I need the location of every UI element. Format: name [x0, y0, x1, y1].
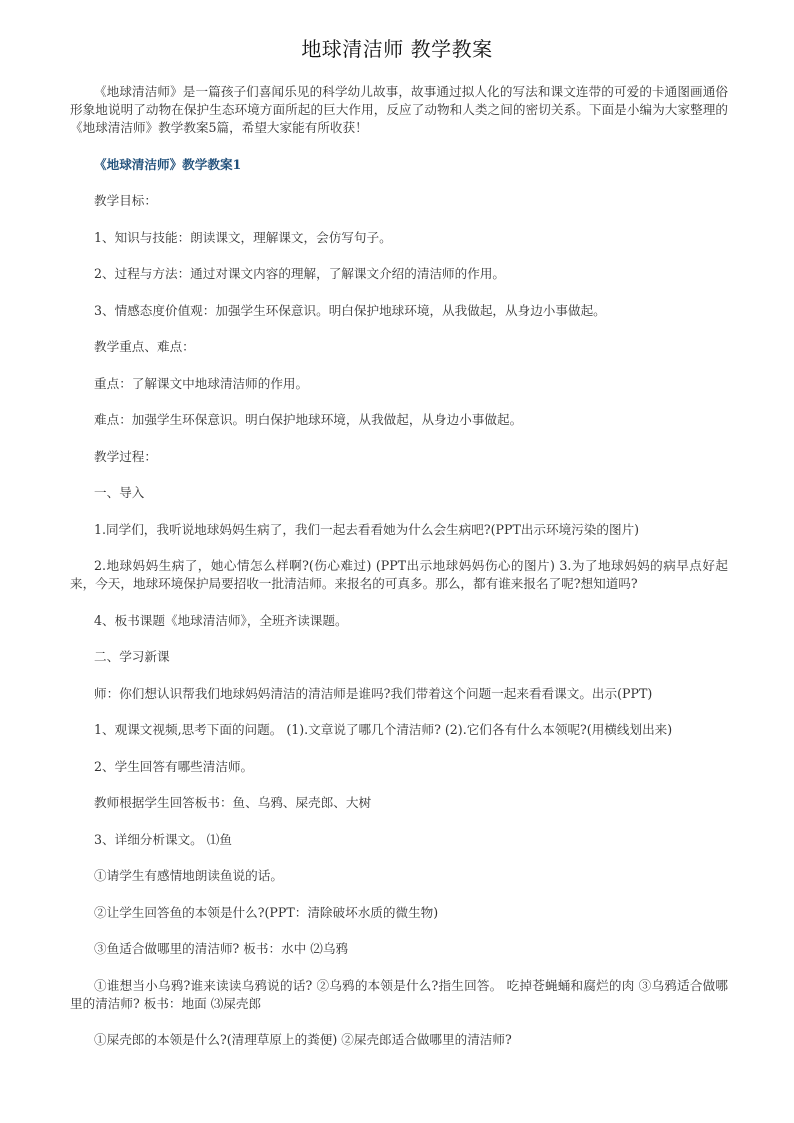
paragraph: 4、板书课题《地球清洁师》，全班齐读课题。	[94, 612, 348, 628]
paragraph-list	[70, 192, 728, 1049]
document-title: 地球清洁师 教学教案	[301, 37, 493, 61]
paragraph: 师：你们想认识帮我们地球妈妈清洁的清洁师是谁吗?我们带着这个问题一起来看看课文。出示(PPT)	[94, 685, 653, 701]
paragraph: 3、详细分析课文。 ⑴鱼	[94, 831, 232, 847]
paragraph: 二、学习新课	[94, 649, 170, 664]
paragraph: 难点：加强学生环保意识。明白保护地球环境，从我做起，从身边小事做起。	[94, 412, 523, 427]
paragraph: 1.同学们，我听说地球妈妈生病了，我们一起去看看她为什么会生病吧?(PPT出示环境污染的图片)	[94, 521, 640, 537]
paragraph: ③鱼适合做哪里的清洁师? 板书：水中 ⑵乌鸦	[94, 941, 349, 956]
paragraph: ①屎壳郎的本领是什么?(清理草原上的粪便) ②屎壳郎适合做哪里的清洁师?	[94, 1032, 512, 1047]
paragraph: ②让学生回答鱼的本领是什么?(PPT：清除破坏水质的微生物)	[94, 904, 439, 920]
paragraph: 3、情感态度价值观：加强学生环保意识。明白保护地球环境，从我做起，从身边小事做起。	[94, 302, 606, 318]
document-body	[70, 83, 728, 1068]
paragraph: 2、过程与方法：通过对课文内容的理解，了解课文介绍的清洁师的作用。	[94, 266, 506, 281]
paragraph: 重点：了解课文中地球清洁师的作用。	[94, 375, 309, 391]
intro-paragraph: 《地球清洁师》是一篇孩子们喜闻乐见的科学幼儿故事，故事通过拟人化的写法和课文连带的可爱的卡通图画通俗形象地说明了动物在保护生态环境方面所起的巨大作用，反应了动物和人类之间的密切关系。下面是小编为大家整理的《地球清洁师》教学教案5篇，希望大家能有所收获！	[70, 84, 728, 135]
paragraph: 教师根据学生回答板书：鱼、乌鸦、屎壳郎、大树	[94, 795, 372, 810]
paragraph: 2、学生回答有哪些清洁师。	[94, 758, 254, 774]
paragraph: 教学目标：	[94, 193, 157, 208]
paragraph: 教学过程：	[94, 448, 157, 464]
paragraph: 1、观课文视频,思考下面的问题。 (1).文章说了哪几个清洁师? (2).它们各有什么本领呢?(用横线划出来)	[94, 722, 673, 737]
paragraph: 一、导入	[94, 485, 145, 500]
paragraph: 教学重点、难点：	[94, 339, 195, 354]
paragraph: 1、知识与技能：朗读课文，理解课文，会仿写句子。	[94, 229, 392, 245]
paragraph: ①请学生有感情地朗读鱼说的话。	[94, 868, 283, 883]
paragraph: 2.地球妈妈生病了，她心情怎么样啊?(伤心难过) (PPT出示地球妈妈伤心的图片) 3.为了地球妈妈的病早点好起来，今天，地球环境保护局要招收一批清洁师。来报名的可真多。那么，都有谁来报名了呢?想知道吗?	[70, 558, 728, 591]
paragraph: ①谁想当小乌鸦?谁来读读乌鸦说的话? ②乌鸦的本领是什么?指生回答。 吃掉苍蝇蛹和腐烂的肉 ③乌鸦适合做哪里的清洁师? 板书：地面 ⑶屎壳郎	[70, 977, 728, 1011]
section-heading: 《地球清洁师》教学教案1	[94, 156, 242, 172]
